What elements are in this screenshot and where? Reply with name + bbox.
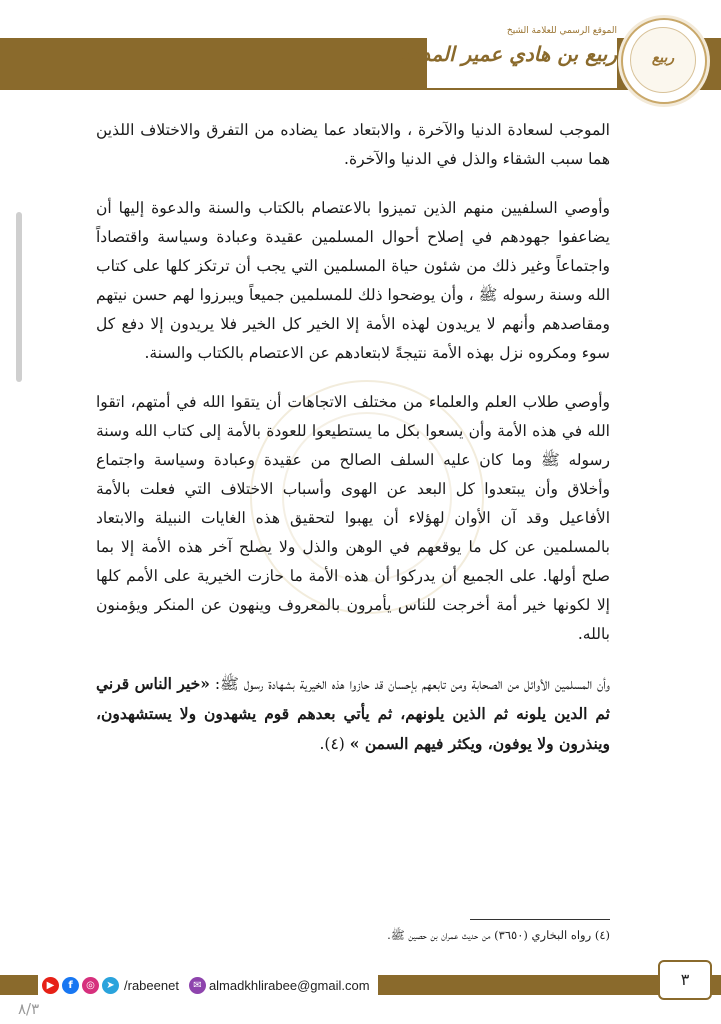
hadith-quote: «خير الناس قرني ثم الدين يلونه ثم الذين يلونهم، ثم يأتي بعدهم قوم يشهدون ولا يستشهدون، وينذرون ولا يوفون، ويكثر فيهم السمن » bbox=[96, 674, 610, 753]
page-number: ٣ bbox=[658, 960, 712, 1000]
paragraph-3: وأوصي طلاب العلم والعلماء من مختلف الاتجاهات أن يتقوا الله في أمتهم، اتقوا الله في هذه الأمة وأن يسعوا بكل ما يستطيعوا للعودة بالأمة إلى كتاب الله وسنة رسوله ﷺ وما كان عليه السلف الصالح من عقيدة وعبادة وسياسة واجتماع وأخلاق وأن يبتعدوا كل البعد عن الهوى وأسباب الاختلاف التي فعلت بالأمة الأفاعيل وقد آن الأوان لهؤلاء أن يهبوا لتحقيق هذه الغايات النبيلة والابتعاد بالمسلمين عن كل ما يوقعهم في الوهن والذل ولا يصلح آخر هذه الأمة إلا بما صلح أولها. على الجميع أن يدركوا أن هذه الأمة ما حازت الخيرية على الأمم كلها إلا لكونها خير أمة أخرجت للناس يأمرون بالمعروف وينهون عن المنكر ويؤمنون بالله. bbox=[96, 393, 610, 643]
telegram-icon[interactable]: ➤ bbox=[102, 977, 119, 994]
contact-bar bbox=[38, 975, 378, 995]
scrollbar[interactable] bbox=[16, 212, 22, 382]
site-subtitle: الموقع الرسمي للعلامة الشيخ bbox=[506, 26, 617, 36]
footnote: (٤) رواه البخاري (٣٦٥٠) من حديث عمران بن حصين ﷺ. bbox=[387, 928, 610, 942]
email-icon[interactable]: ✉ bbox=[189, 977, 206, 994]
paragraph-2: وأوصي السلفيين منهم الذين تميزوا بالاعتصام بالكتاب والسنة والدعوة إليها أن يضاعفوا جهودهم في إصلاح أحوال المسلمين عقيدة وعبادة وسياسة واقتصاداً واجتماعاً وغير ذلك من شئون حياة المسلمين التي يجب أن ترتكز كلها على كتاب الله وسنة رسوله ﷺ ، وأن يوضحوا ذلك للمسلمين جميعاً ويبرزوا لهم حسن نيتهم ومقاصدهم وأنهم لا يريدون لهذه الأمة إلا الخير كل الخير فلا يريدون إلا دفع كل سوء ومكروه نزل بهذه الأمة نتيجةً لابتعادهم عن الاعتصام بالكتاب والسنة. bbox=[96, 199, 610, 362]
seal-inner-ring bbox=[630, 27, 696, 93]
site-logo[interactable] bbox=[385, 22, 617, 88]
email-address[interactable]: almadkhlirabee@gmail.com bbox=[208, 977, 370, 993]
social-handle[interactable]: /rabeenet bbox=[124, 977, 179, 993]
page-counter: ٨/٣ bbox=[18, 1000, 40, 1018]
instagram-icon[interactable]: ◎ bbox=[82, 977, 99, 994]
footnote-ref[interactable]: (٤). bbox=[319, 735, 345, 753]
paragraph-4 bbox=[96, 669, 610, 759]
footnote-divider bbox=[470, 919, 610, 920]
facebook-icon[interactable]: f bbox=[62, 977, 79, 994]
paragraph-1: الموجب لسعادة الدنيا والآخرة ، والابتعاد عما يضاده من التفرق والاختلاف اللذين هما سبب الشقاء والذل في الدنيا والآخرة. bbox=[96, 121, 610, 168]
seal-text: ربيع bbox=[651, 50, 675, 66]
youtube-icon[interactable]: ▶ bbox=[42, 977, 59, 994]
site-name: ربيع بن هادي عمير المدخلي bbox=[385, 42, 617, 66]
paragraph-4-intro: وأن المسلمين الأوائل من الصحابة ومن تابعهم بإحسان قد حازوا هذه الخيرية بشهادة رسول ﷺ: bbox=[209, 675, 610, 693]
document-body bbox=[96, 116, 610, 779]
seal-emblem bbox=[621, 18, 707, 104]
